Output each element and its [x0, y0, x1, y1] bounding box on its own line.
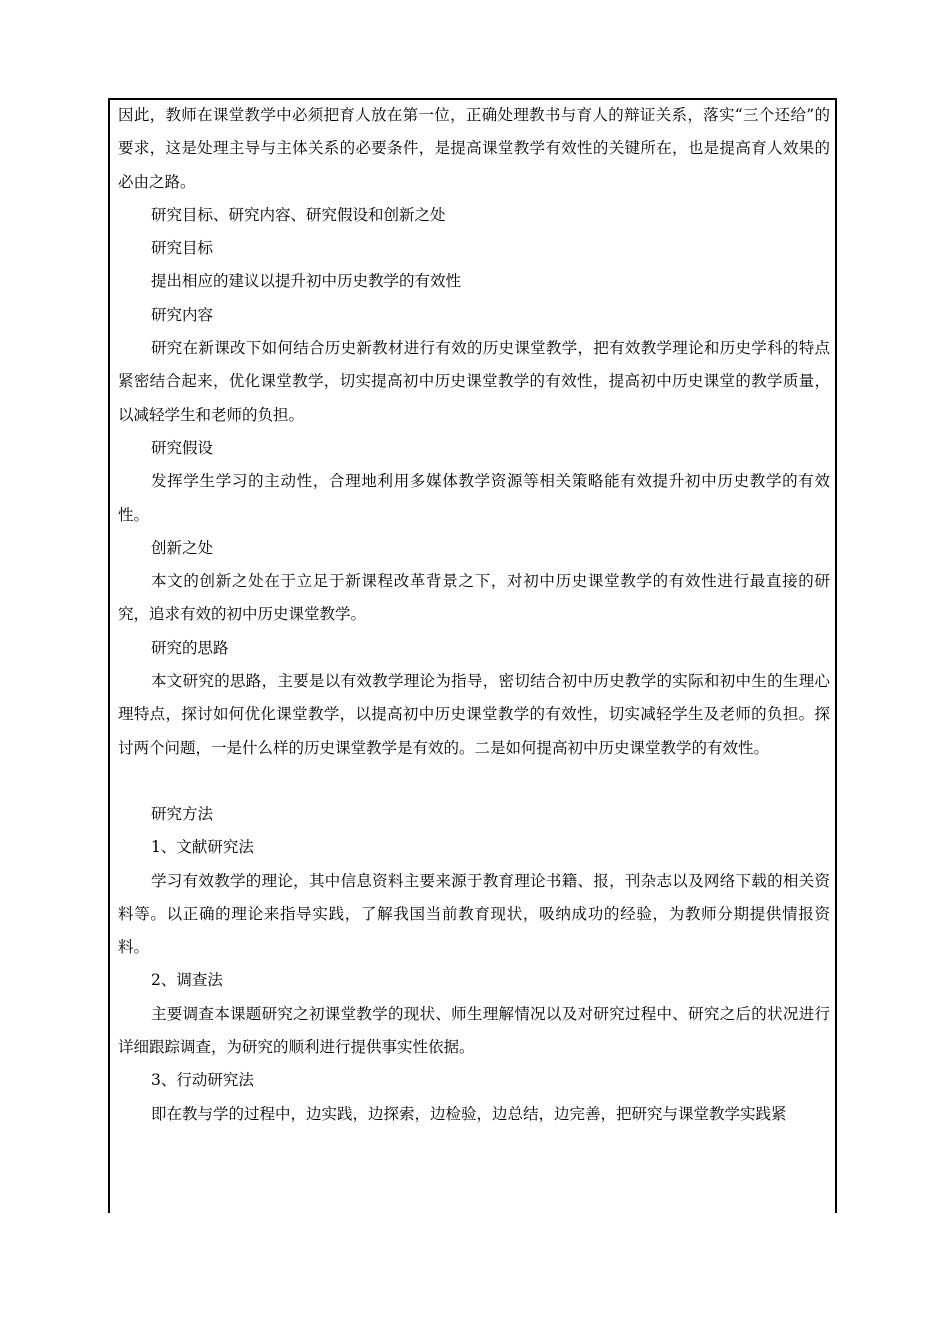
heading-method-action: 3、行动研究法 — [151, 1071, 254, 1090]
paragraph-research-goal: 提出相应的建议以提升初中历史教学的有效性 — [151, 272, 462, 291]
blank-line — [118, 765, 830, 798]
paragraph-method-action: 即在教与学的过程中，边实践，边探索，边检验，边总结，边完善，把研究与课堂教学实践紧 — [151, 1104, 787, 1123]
heading-research-overview: 研究目标、研究内容、研究假设和创新之处 — [151, 205, 446, 224]
paragraph-method-survey: 主要调查本课题研究之初课堂教学的现状、师生理解情况以及对研究过程中、研究之后的状况进行详细跟踪调查，为研究的顺利进行提供事实性依据。 — [118, 1004, 830, 1057]
heading-research-goal: 研究目标 — [151, 239, 214, 258]
heading-research-content: 研究内容 — [151, 305, 214, 324]
heading-research-hypothesis: 研究假设 — [151, 438, 214, 457]
heading-innovation: 创新之处 — [151, 538, 214, 557]
paragraph-research-content: 研究在新课改下如何结合历史新教材进行有效的历史课堂教学，把有效教学理论和历史学科的特点紧密结合起来，优化课堂教学，切实提高初中历史课堂教学的有效性，提高初中历史课堂的教学质量，以减轻学生和老师的负担。 — [118, 339, 830, 424]
paragraph-innovation: 本文的创新之处在于立足于新课程改革背景之下，对初中历史课堂教学的有效性进行最直接的研究，追求有效的初中历史课堂教学。 — [118, 572, 830, 624]
cell-content — [118, 99, 830, 1131]
heading-research-approach: 研究的思路 — [151, 638, 229, 657]
paragraph-research-hypothesis: 发挥学生学习的主动性，合理地利用多媒体教学资源等相关策略能有效提升初中历史教学的有效性。 — [118, 472, 830, 524]
heading-research-methods: 研究方法 — [151, 804, 214, 823]
paragraph-intro: 因此，教师在课堂教学中必须把育人放在第一位，正确处理教书与育人的辩证关系，落实“三个还给”的要求，这是处理主导与主体关系的必要条件，是提高课堂教学有效性的关键所在，也是提高育人效果的必由之路。 — [118, 106, 830, 191]
paragraph-method-literature: 学习有效教学的理论，其中信息资料主要来源于教育理论书籍、报，刊杂志以及网络下载的相关资料等。以正确的理论来指导实践，了解我国当前教育现状，吸纳成功的经验，为教师分期提供情报资料。 — [118, 871, 830, 957]
heading-method-survey: 2、调查法 — [151, 971, 223, 990]
heading-method-literature: 1、文献研究法 — [151, 838, 254, 857]
paragraph-research-approach: 本文研究的思路，主要是以有效教学理论为指导，密切结合初中历史教学的实际和初中生的生理心理特点，探讨如何优化课堂教学，以提高初中历史课堂教学的有效性，切实减轻学生及老师的负担。探讨两个问题，一是什么样的历史课堂教学是有效的。二是如何提高初中历史课堂教学的有效性。 — [118, 672, 830, 757]
